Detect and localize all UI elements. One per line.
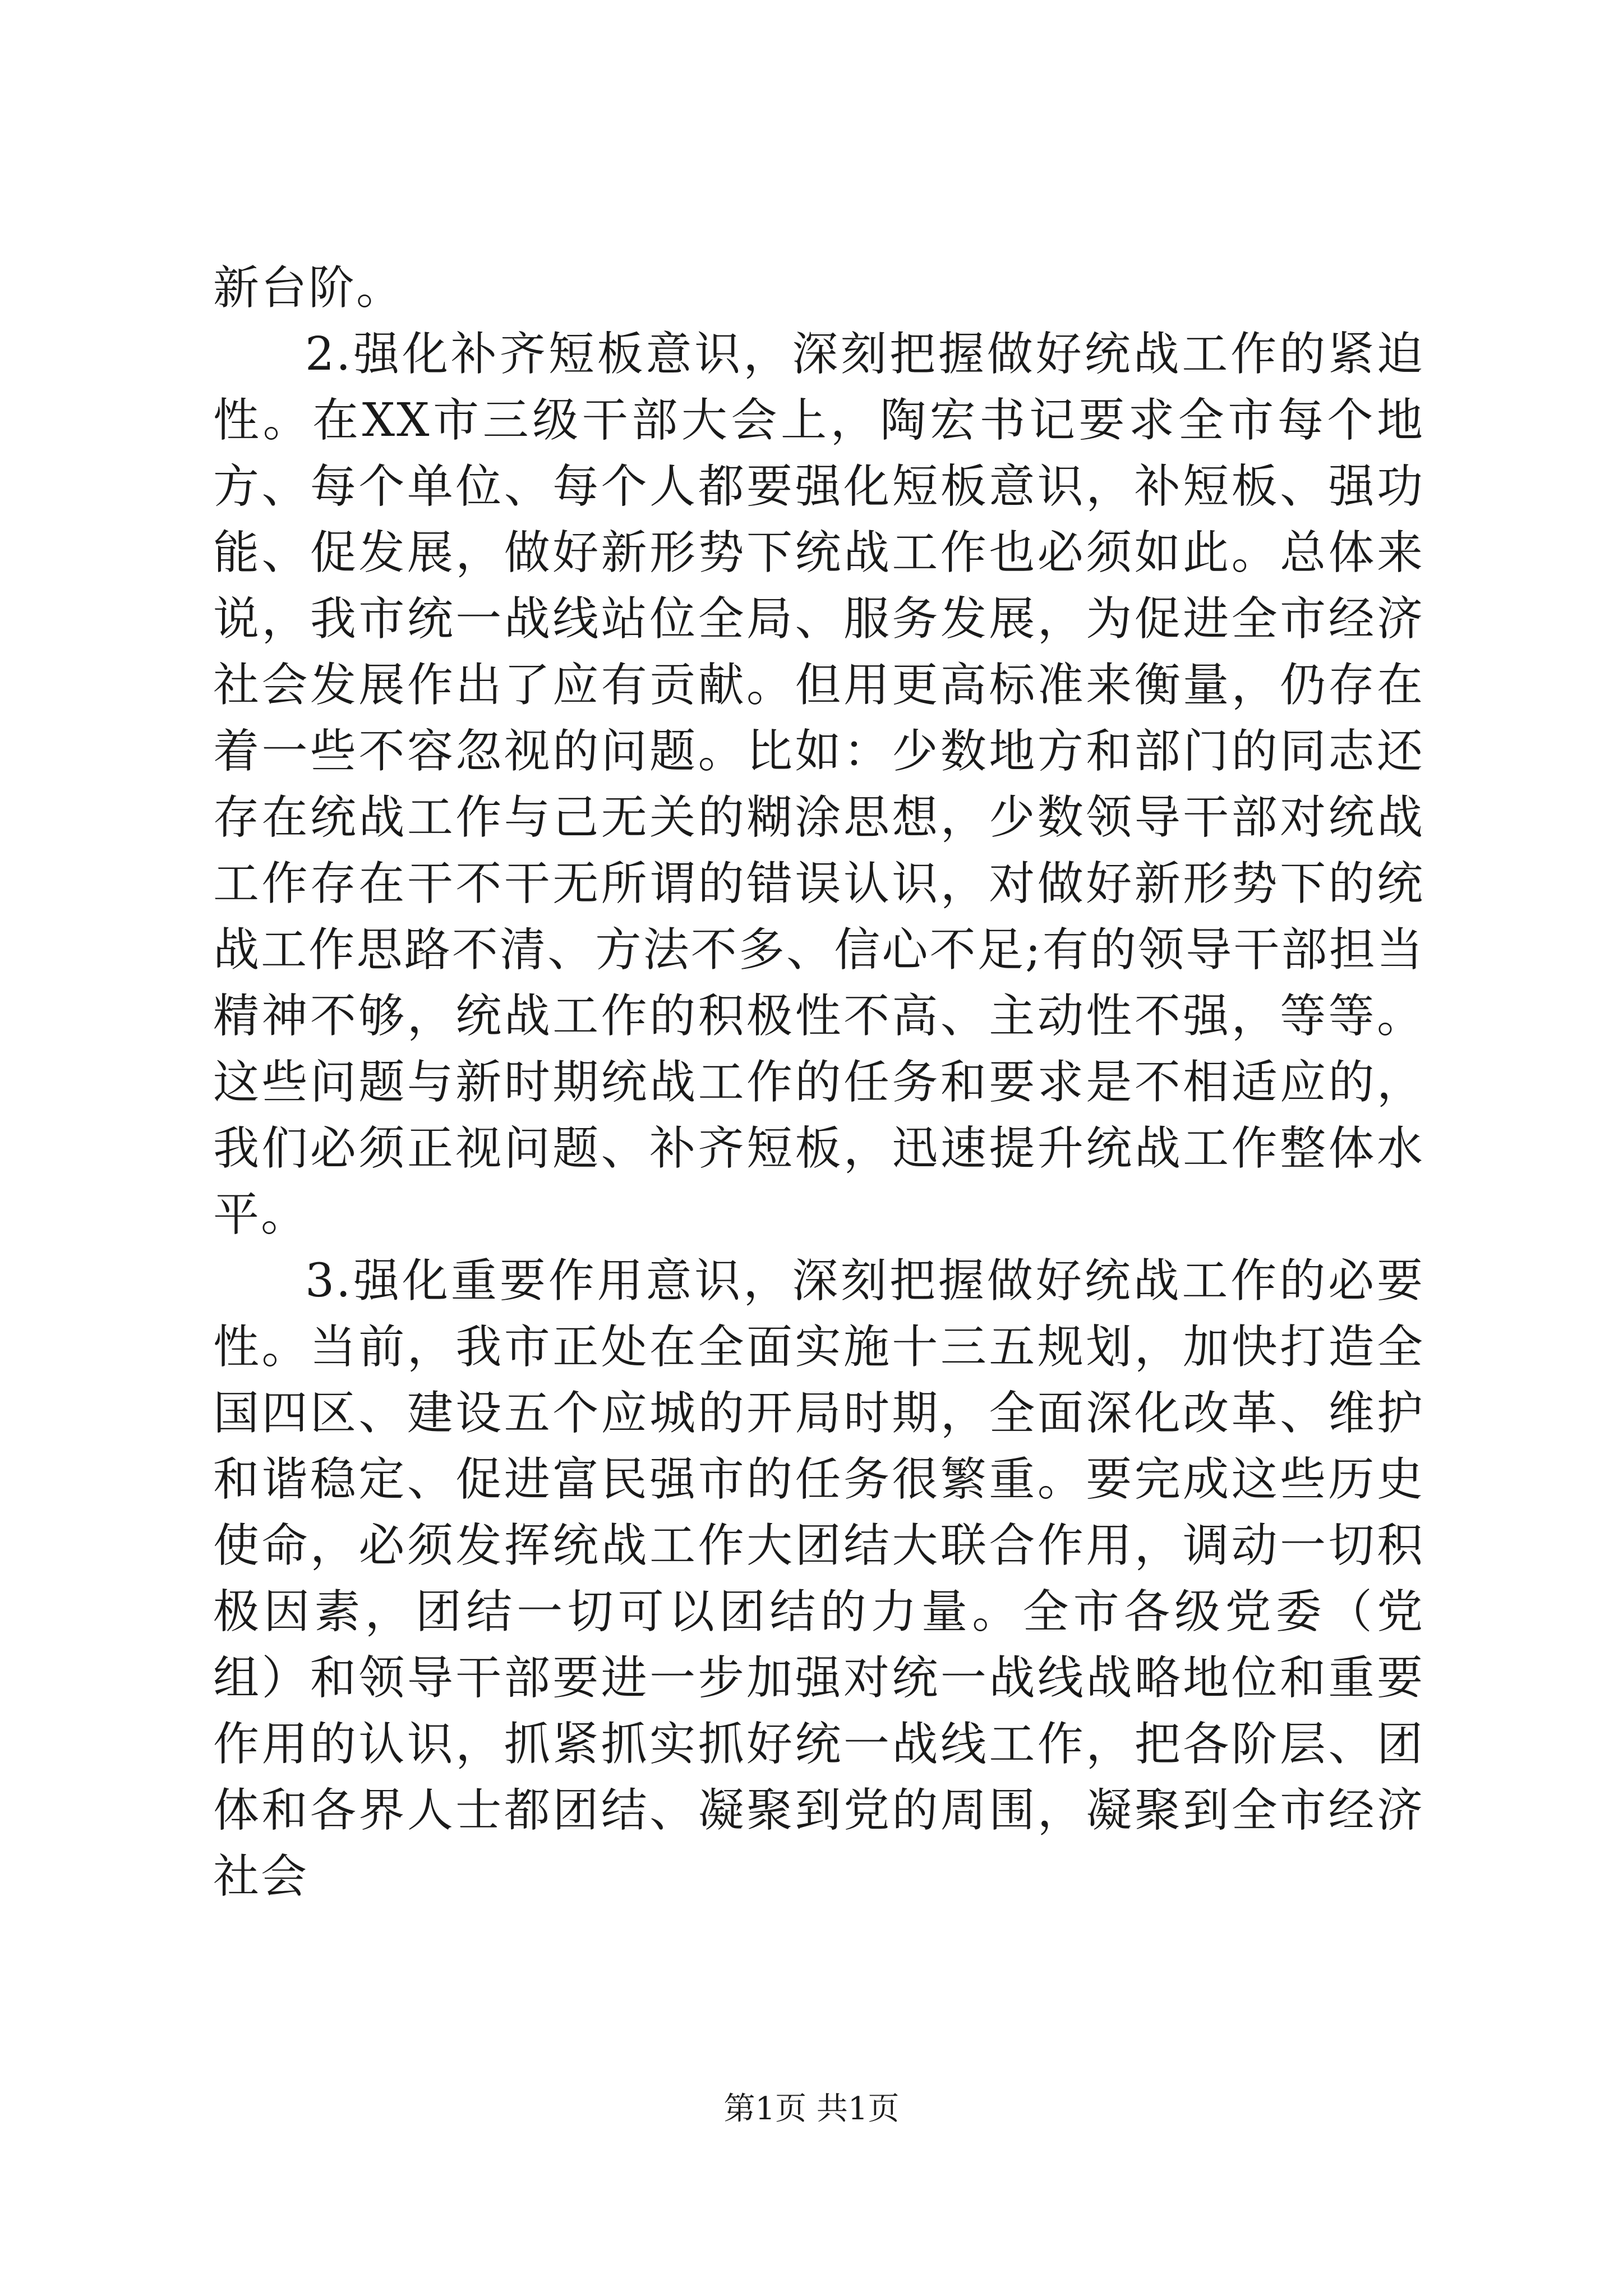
paragraph-item-3: 3.强化重要作用意识，深刻把握做好统战工作的必要性。当前，我市正处在全面实施十三五规划，加快打造全国四区、建设五个应城的开局时期，全面深化改革、维护和谐稳定、促进富民强市的任务很繁重。要完成这些历史使命，必须发挥统战工作大团结大联合作用，调动一切积极因素，团结一切可以团结的力量。全市各级党委（党组）和领导干部要进一步加强对统一战线战略地位和重要作用的认识，抓紧抓实抓好统一战线工作，把各阶层、团体和各界人士都团结、凝聚到党的周围，凝聚到全市经济社会	[213, 1254, 1424, 1903]
page-footer: 第1页 共1页	[723, 2091, 900, 2127]
paragraph-continuation: 新台阶。	[213, 261, 404, 315]
document-body	[213, 255, 1424, 1910]
paragraph-item-2: 2.强化补齐短板意识，深刻把握做好统战工作的紧迫性。在XX市三级干部大会上，陶宏书记要求全市每个地方、每个单位、每个人都要强化短板意识，补短板、强功能、促发展，做好新形势下统战工作也必须如此。总体来说，我市统一战线站位全局、服务发展，为促进全市经济社会发展作出了应有贡献。但用更高标准来衡量，仍存在着一些不容忽视的问题。比如：少数地方和部门的同志还存在统战工作与己无关的糊涂思想，少数领导干部对统战工作存在干不干无所谓的错误认识，对做好新形势下的统战工作思路不清、方法不多、信心不足;有的领导干部担当精神不够，统战工作的积极性不高、主动性不强，等等。这些问题与新时期统战工作的任务和要求是不相适应的，我们必须正视问题、补齐短板，迅速提升统战工作整体水平。	[213, 328, 1424, 1241]
